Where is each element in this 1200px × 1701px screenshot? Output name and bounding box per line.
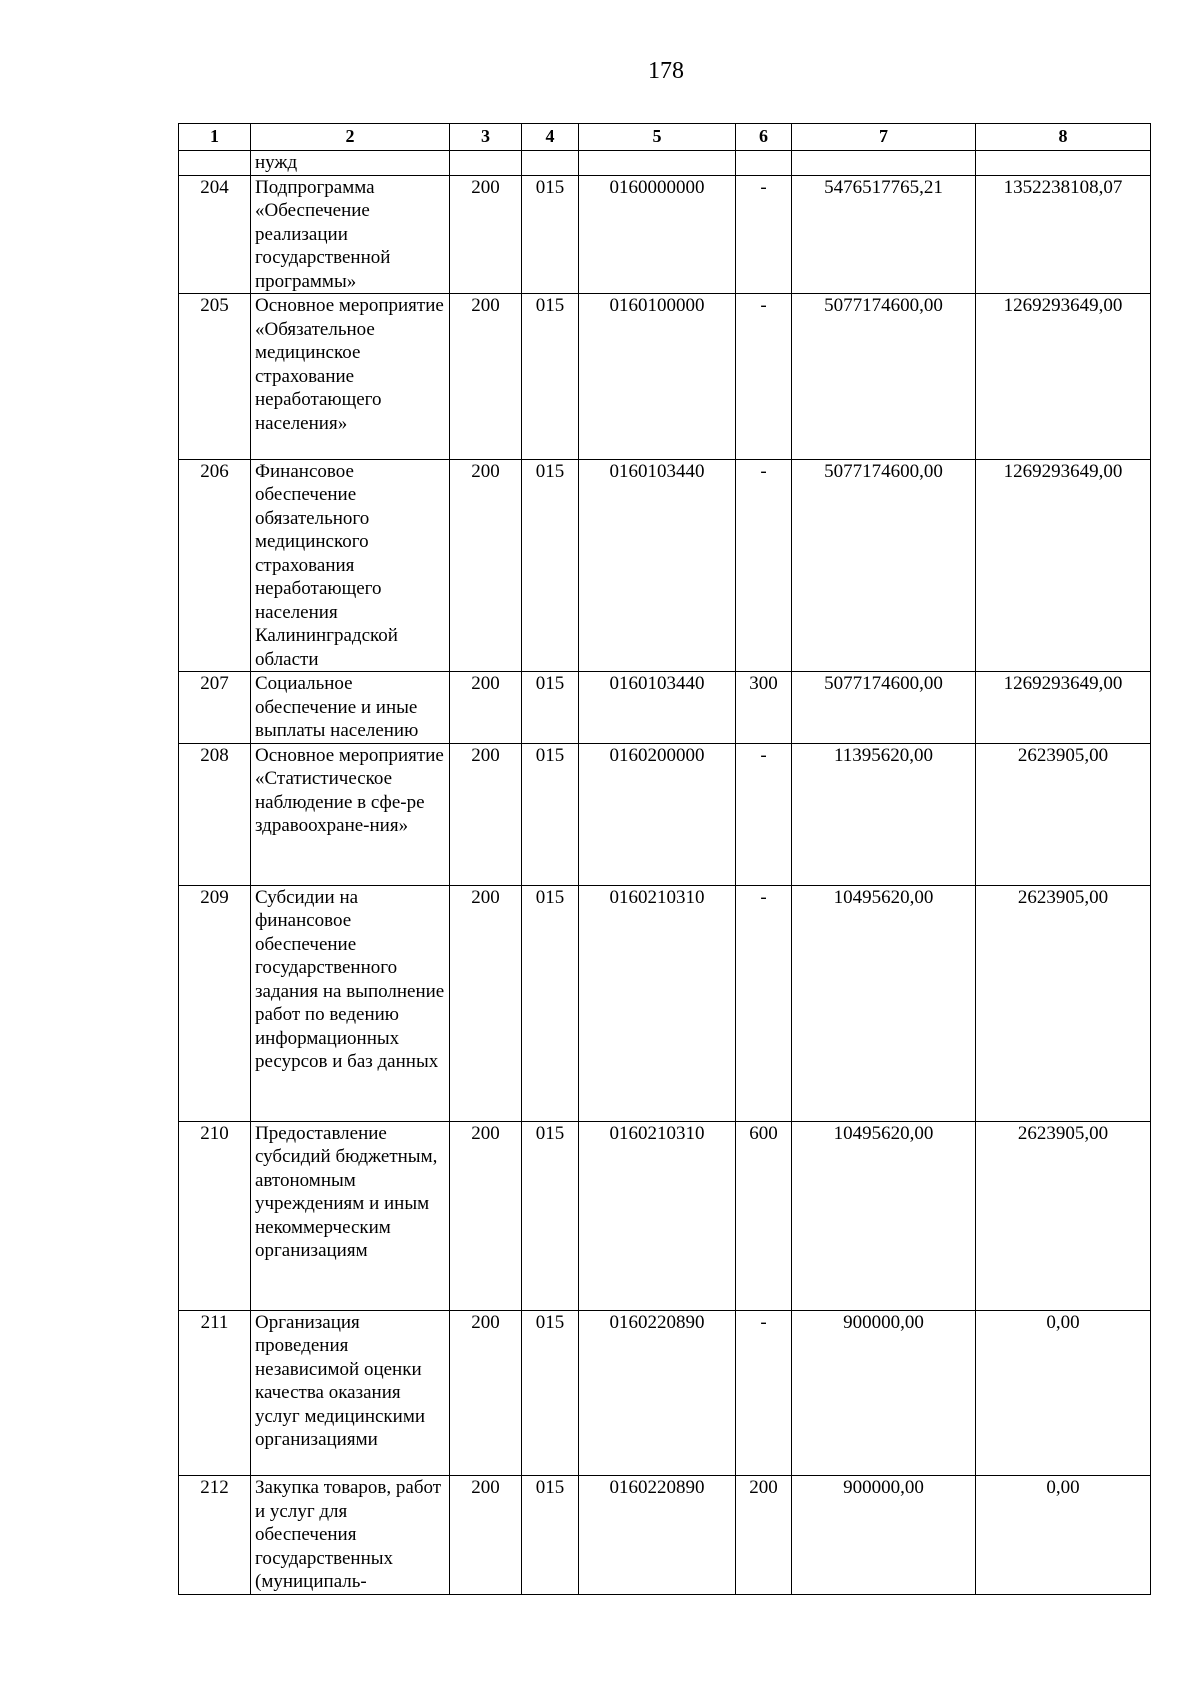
table-cell: 015 [522, 672, 579, 744]
table-cell: 209 [179, 885, 251, 1121]
table-cell: 200 [450, 1310, 522, 1476]
table-row [179, 885, 1151, 1121]
table-cell: 0160210310 [579, 885, 736, 1121]
table-cell: 300 [736, 672, 792, 744]
table-cell: 015 [522, 1310, 579, 1476]
header-cell: 3 [450, 124, 522, 151]
table-cell: 015 [522, 1121, 579, 1310]
table-cell: 205 [179, 294, 251, 460]
table-cell: 0160200000 [579, 743, 736, 885]
table-cell: 210 [179, 1121, 251, 1310]
row-name-cell: Организация проведения независимой оценки качества оказания услуг медицинскими организациями [251, 1310, 450, 1476]
table-cell: 1269293649,00 [976, 459, 1151, 672]
table-cell: 0,00 [976, 1476, 1151, 1595]
continuation-row [179, 151, 1151, 176]
table-cell [792, 151, 976, 176]
table-cell: 0,00 [976, 1310, 1151, 1476]
table-cell: 015 [522, 743, 579, 885]
table-cell: - [736, 459, 792, 672]
header-cell: 5 [579, 124, 736, 151]
table-cell: 0160210310 [579, 1121, 736, 1310]
table-row [179, 672, 1151, 744]
header-cell: 6 [736, 124, 792, 151]
table-cell: 206 [179, 459, 251, 672]
table-cell [179, 151, 251, 176]
table-cell: 204 [179, 175, 251, 294]
table-cell: 015 [522, 885, 579, 1121]
table-cell: 015 [522, 1476, 579, 1595]
table-cell: 015 [522, 175, 579, 294]
header-cell: 1 [179, 124, 251, 151]
header-cell: 4 [522, 124, 579, 151]
row-name-cell: Предоставление субсидий бюджетным, автономным учреждениям и иным некоммерческим организациям [251, 1121, 450, 1310]
table-cell: 10495620,00 [792, 885, 976, 1121]
table-cell: 207 [179, 672, 251, 744]
table-cell: 11395620,00 [792, 743, 976, 885]
table-cell: 10495620,00 [792, 1121, 976, 1310]
table-cell: 0160103440 [579, 459, 736, 672]
table-cell: 600 [736, 1121, 792, 1310]
row-name-cell: Основное мероприятие «Статистическое наблюдение в сфе-ре здравоохране-ния» [251, 743, 450, 885]
table-cell [450, 151, 522, 176]
table-cell: 900000,00 [792, 1476, 976, 1595]
row-name-cell: Закупка товаров, работ и услуг для обеспечения государственных (муниципаль- [251, 1476, 450, 1595]
table-cell: 1269293649,00 [976, 672, 1151, 744]
table-row [179, 743, 1151, 885]
table-cell: 200 [450, 885, 522, 1121]
table-cell: 0160220890 [579, 1476, 736, 1595]
continuation-text: нужд [251, 151, 450, 176]
table-cell: 1352238108,07 [976, 175, 1151, 294]
table-cell: - [736, 885, 792, 1121]
table-cell: 208 [179, 743, 251, 885]
table-row [179, 1310, 1151, 1476]
table-cell: - [736, 743, 792, 885]
table-row [179, 175, 1151, 294]
row-name-cell: Социальное обеспечение и иные выплаты населению [251, 672, 450, 744]
table-cell: 0160000000 [579, 175, 736, 294]
table-cell: 1269293649,00 [976, 294, 1151, 460]
table-row [179, 459, 1151, 672]
budget-table [178, 123, 1151, 1595]
table-cell: 2623905,00 [976, 743, 1151, 885]
header-row [179, 124, 1151, 151]
table-cell: - [736, 294, 792, 460]
table-row [179, 1476, 1151, 1595]
table-cell [736, 151, 792, 176]
table-cell: 200 [450, 294, 522, 460]
table-cell: - [736, 1310, 792, 1476]
row-name-cell: Основное мероприятие «Обязательное медицинское страхование неработающего населения» [251, 294, 450, 460]
table-cell: 2623905,00 [976, 885, 1151, 1121]
table-row [179, 294, 1151, 460]
table-cell: 200 [450, 459, 522, 672]
table-cell: 015 [522, 294, 579, 460]
table-cell: 5077174600,00 [792, 459, 976, 672]
table-cell: 212 [179, 1476, 251, 1595]
table-cell: 200 [450, 672, 522, 744]
table-cell: 5077174600,00 [792, 294, 976, 460]
table-cell [579, 151, 736, 176]
table-cell: 0160103440 [579, 672, 736, 744]
table-cell: 211 [179, 1310, 251, 1476]
row-name-cell: Субсидии на финансовое обеспечение государственного задания на выполнение работ по ведению информационных ресурсов и баз данных [251, 885, 450, 1121]
table-cell: 2623905,00 [976, 1121, 1151, 1310]
table-cell: 5476517765,21 [792, 175, 976, 294]
table-cell: 900000,00 [792, 1310, 976, 1476]
header-cell: 2 [251, 124, 450, 151]
row-name-cell: Финансовое обеспечение обязательного медицинского страхования неработающего населения Калининградской области [251, 459, 450, 672]
row-name-cell: Подпрограмма «Обеспечение реализации государственной программы» [251, 175, 450, 294]
table-cell [522, 151, 579, 176]
table-cell [976, 151, 1151, 176]
table-cell: 200 [736, 1476, 792, 1595]
table-cell: 200 [450, 1476, 522, 1595]
table-cell: 200 [450, 175, 522, 294]
table-row [179, 1121, 1151, 1310]
table-cell: 015 [522, 459, 579, 672]
table-cell: - [736, 175, 792, 294]
table-cell: 0160100000 [579, 294, 736, 460]
header-cell: 8 [976, 124, 1151, 151]
page-number: 178 [648, 58, 684, 84]
table-cell: 200 [450, 743, 522, 885]
table-cell: 200 [450, 1121, 522, 1310]
table-cell: 5077174600,00 [792, 672, 976, 744]
table-cell: 0160220890 [579, 1310, 736, 1476]
header-cell: 7 [792, 124, 976, 151]
